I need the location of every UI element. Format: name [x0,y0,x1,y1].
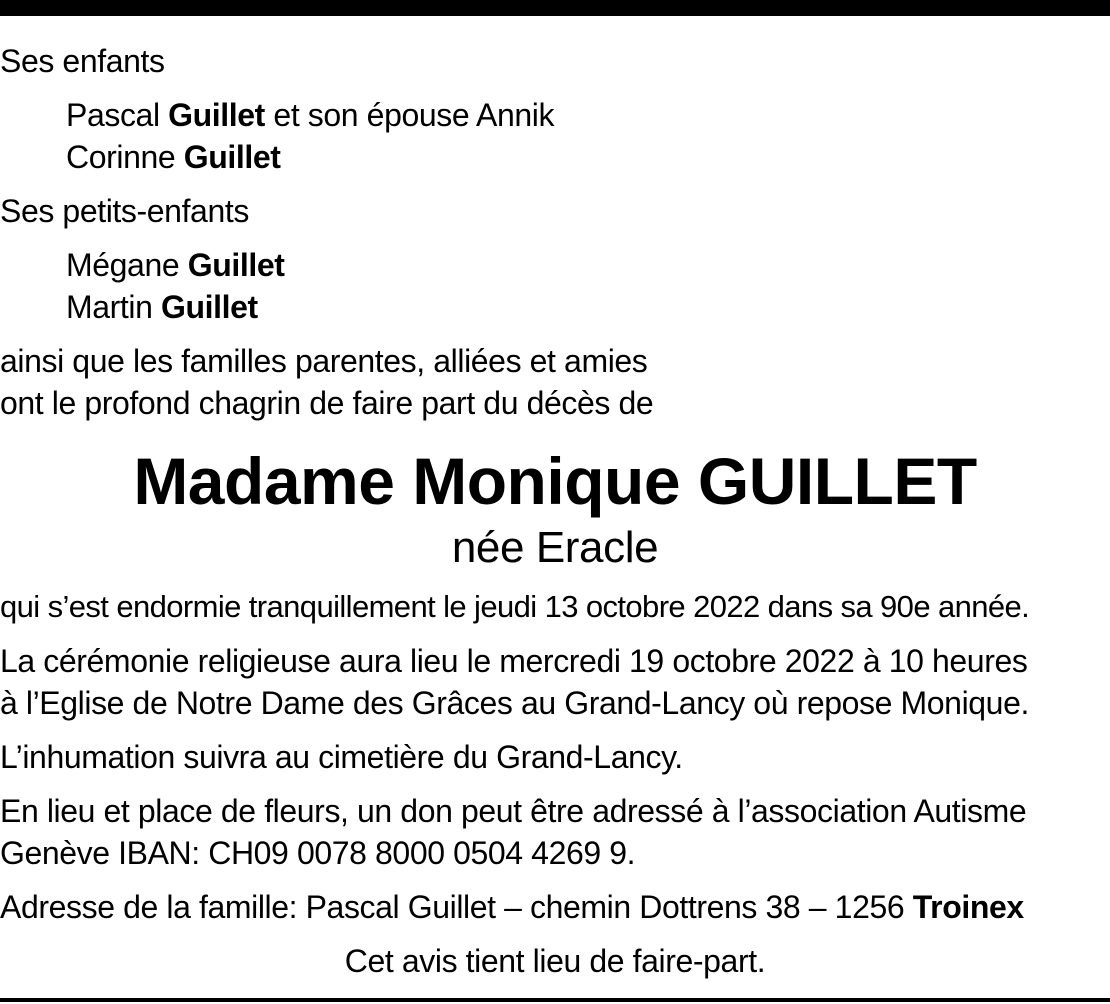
donation-line-1: En lieu et place de fleurs, un don peut être adressé à l’association Autisme [0,793,1027,829]
grandchild-first-name: Martin [66,289,153,325]
ceremony-line-2: à l’Eglise de Notre Dame des Grâces au Grand-Lancy où repose Monique. [0,685,1029,721]
child-suffix: et son épouse Annik [273,97,555,133]
child-first-name: Pascal [66,97,160,133]
donation-line-2: Genève IBAN: CH09 0078 8000 0504 4269 9. [0,835,636,871]
children-heading: Ses enfants [0,43,165,79]
grandchild-last-name: Guillet [161,289,258,325]
family-address [0,887,1024,927]
grandchild-first-name: Mégane [66,247,180,283]
bottom-rule [0,998,1110,1002]
grandchildren-heading: Ses petits-enfants [0,193,249,229]
address-city: Troinex [912,889,1024,925]
burial-text: L’inhumation suivra au cimetière du Grand-Lancy. [0,739,683,775]
child-last-name: Guillet [183,139,281,175]
child-last-name: Guillet [168,97,265,133]
child-first-name: Corinne [66,139,176,175]
child-item-pascal [66,95,554,135]
address-text: Adresse de la famille: Pascal Guillet – chemin Dottrens 38 – 1256 [0,889,913,925]
child-item-corinne [66,137,281,177]
ceremony-line-1: La cérémonie religieuse aura lieu le mercredi 19 octobre 2022 à 10 heures [0,643,1028,679]
top-rule [0,0,1110,16]
grandchild-item-megane [66,245,285,285]
deceased-name: Madame Monique GUILLET [133,444,977,518]
grandchild-item-martin [66,287,258,327]
grandchild-last-name: Guillet [187,247,285,283]
intro-line-1: ainsi que les familles parentes, alliées et amies [0,343,648,379]
intro-line-2: ont le profond chagrin de faire part du décès de [0,385,654,421]
passing-text: qui s’est endormie tranquillement le jeudi 13 octobre 2022 dans sa 90e année. [0,589,1030,624]
closing-text: Cet avis tient lieu de faire-part. [344,943,766,979]
deceased-birth-name: née Eracle [451,523,659,572]
